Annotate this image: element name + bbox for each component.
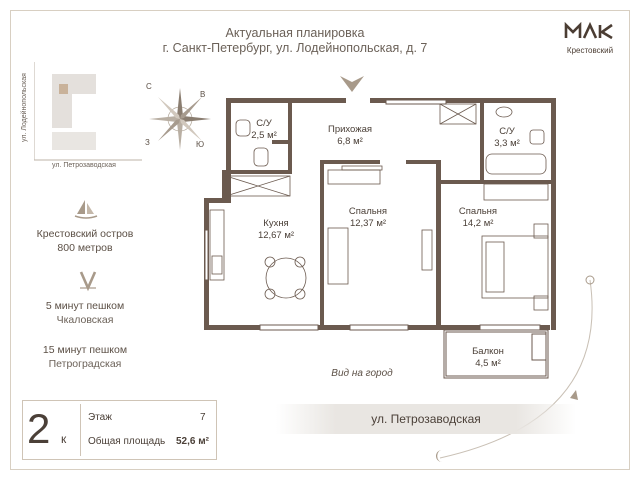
- room-bath2: С/У 3,3 м²: [494, 126, 520, 149]
- street-bottom: ул. Петрозаводская: [276, 404, 576, 434]
- compass-west: З: [145, 138, 150, 147]
- view-label: Вид на город: [331, 368, 393, 379]
- island-distance: 800 метров: [57, 242, 113, 254]
- moon-icon: [436, 450, 442, 462]
- metro-icon: [78, 270, 98, 292]
- room-hall: Прихожая 6,8 м²: [327, 124, 373, 147]
- compass-east: В: [200, 90, 206, 99]
- area-label: Общая площадь: [88, 436, 166, 447]
- compass-north: С: [146, 82, 152, 91]
- summary-box: [22, 400, 217, 460]
- floor-label: Этаж: [88, 412, 112, 423]
- summary-divider: [80, 404, 81, 456]
- mk-logo-icon: [564, 22, 616, 40]
- floor-value: 7: [200, 412, 206, 423]
- room-bath1: С/У 2,5 м²: [251, 118, 277, 141]
- entrance-arrow-icon: [340, 76, 364, 92]
- metro2-name: Петроградская: [48, 358, 122, 370]
- sun-path-arc: [420, 270, 600, 470]
- page-title: Актуальная планировка: [225, 26, 365, 40]
- room-bedroom1: Спальня 12,37 м²: [348, 206, 388, 229]
- street-petrozavodskaya-map: ул. Петрозаводская: [52, 162, 116, 169]
- compass-south: Ю: [196, 140, 205, 149]
- room-bedroom2: Спальня 14,2 м²: [458, 206, 498, 229]
- brand-logo: [560, 22, 620, 55]
- street-lodeynopolskaya: ул. Лодейнопольская: [21, 73, 28, 142]
- metro1-time: 5 минут пешком: [45, 300, 125, 312]
- site-plan-map: [34, 62, 144, 162]
- metro2-time: 15 минут пешком: [42, 344, 128, 356]
- rooms-suffix: к: [61, 432, 67, 446]
- metro1-name: Чкаловская: [56, 314, 114, 326]
- rooms-count: 2: [27, 405, 51, 452]
- room-kitchen: Кухня 12,67 м²: [257, 218, 295, 241]
- island-sail-icon: [73, 198, 99, 220]
- brand-name: Крестовский: [566, 46, 614, 55]
- area-value: 52,6 м²: [176, 436, 209, 447]
- room-balcony: Балкон 4,5 м²: [472, 346, 504, 369]
- island-name: Крестовский остров: [36, 228, 134, 240]
- address: г. Санкт-Петербург, ул. Лодейнопольская, д. 7: [162, 41, 428, 55]
